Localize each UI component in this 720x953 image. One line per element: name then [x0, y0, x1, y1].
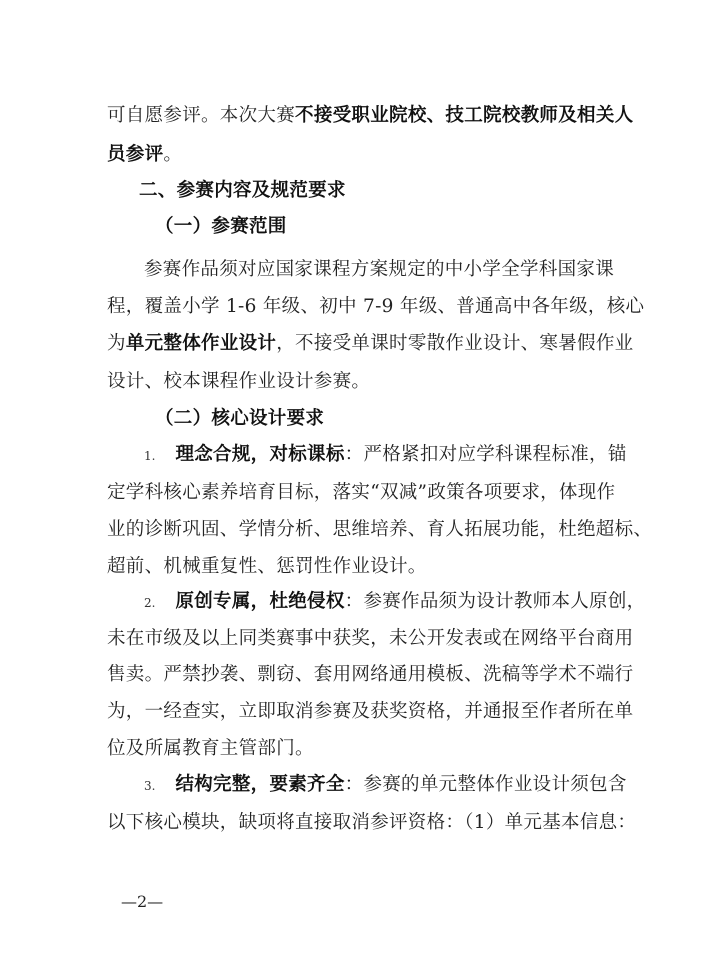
text-line — [155, 409, 675, 429]
text-line — [107, 145, 627, 165]
text-line — [107, 296, 645, 317]
text-run: ：参赛作品须为设计教师本人原创， — [344, 591, 646, 612]
text-run: 可自愿参评。本次大赛 — [107, 105, 296, 126]
text-line — [107, 557, 627, 577]
text-run: 未在市级及以上同类赛事中获奖，未公开发表或在网络平台商用 — [107, 628, 634, 649]
text-line — [144, 260, 664, 280]
text-run: ：严格紧扣对应学科课程标准，锚 — [344, 444, 627, 465]
list-number: 1. — [144, 449, 156, 463]
bold-text: 二、参赛内容及规范要求 — [139, 180, 346, 201]
bold-text: （一）参赛范围 — [155, 216, 287, 237]
text-line — [107, 483, 627, 503]
text-line — [155, 217, 675, 237]
text-line — [139, 181, 659, 201]
text-run: 为，一经查实，立即取消参赛及获奖资格，并通报至作者所在单 — [107, 701, 634, 722]
bold-text: 理念合规，对标课标 — [175, 444, 345, 465]
text-run: 定学科核心素养培育目标，落实“双减”政策各项要求，体现作 — [107, 482, 616, 503]
text-run: 。 — [163, 144, 183, 165]
bold-text: 结构完整，要素齐全 — [175, 774, 345, 795]
text-line — [107, 739, 627, 759]
text-line — [107, 628, 634, 649]
bold-text: 不接受职业院校、技工院校教师及相关人 — [295, 105, 634, 126]
text-run: 设计、校本课程作业设计参赛。 — [107, 371, 371, 392]
text-line — [107, 372, 627, 392]
text-line — [107, 105, 634, 126]
bold-text: 原创专属，杜绝侵权 — [175, 591, 345, 612]
text-line — [107, 519, 653, 540]
text-line — [107, 701, 634, 722]
text-run: 以下核心模块，缺项将直接取消参评资格：（1）单元基本信息： — [107, 812, 637, 833]
text-run: 参赛作品须对应国家课程方案规定的中小学全学科国家课 — [144, 259, 615, 280]
list-number: 3. — [144, 779, 156, 793]
text-run: ，不接受单课时零散作业设计、寒暑假作业 — [276, 333, 634, 354]
list-number: 2. — [144, 596, 156, 610]
text-run: 位及所属教育主管部门。 — [107, 738, 314, 759]
text-run: 业的诊断巩固、学情分析、思维培养、育人拓展功能，杜绝超标、 — [107, 519, 653, 540]
text-run: 为 — [107, 333, 126, 354]
page-number: —2— — [121, 892, 164, 911]
text-run: 售卖。严禁抄袭、剽窃、套用网络通用模板、洗稿等学术不端行 — [107, 664, 634, 685]
text-line — [107, 812, 637, 833]
bold-text: （二）核心设计要求 — [155, 408, 325, 429]
bold-text: 员参评 — [107, 144, 164, 165]
text-line — [144, 445, 664, 466]
text-line — [144, 775, 664, 796]
bold-text: 单元整体作业设计 — [125, 333, 277, 354]
text-line — [144, 592, 664, 613]
text-run: 超前、机械重复性、惩罚性作业设计。 — [107, 556, 427, 577]
text-line — [107, 664, 634, 685]
text-run: 程，覆盖小学 1-6 年级、初中 7-9 年级、普通高中各年级，核心 — [107, 296, 645, 317]
text-line — [107, 333, 634, 354]
text-run: ：参赛的单元整体作业设计须包含 — [344, 774, 627, 795]
